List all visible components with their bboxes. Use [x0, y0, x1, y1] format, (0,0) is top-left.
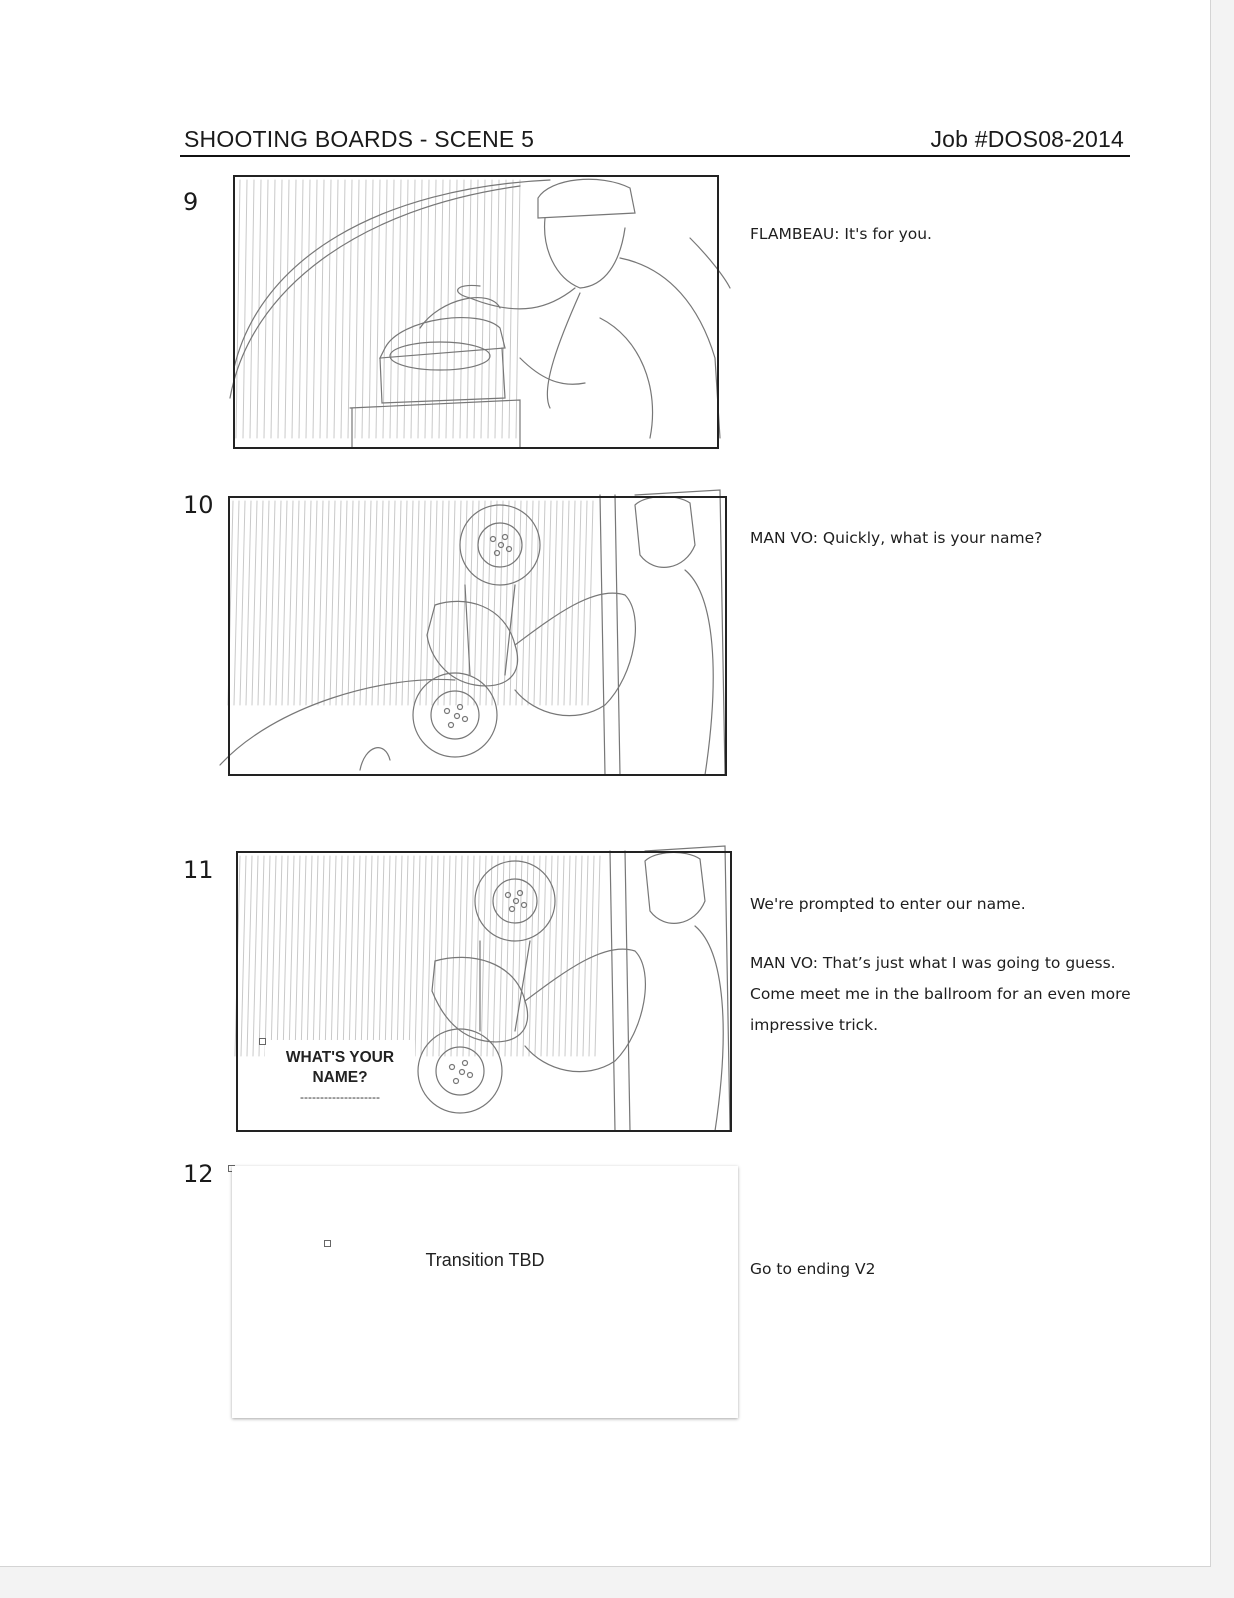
action-text: Go to ending V2 — [750, 1260, 876, 1278]
panel-number-9: 9 — [183, 188, 199, 216]
document-title: SHOOTING BOARDS - SCENE 5 — [184, 126, 535, 152]
panel-10-sketch — [215, 475, 735, 795]
panel-10-note — [750, 523, 1140, 554]
dialogue-text: Quickly, what is your name? — [822, 529, 1043, 547]
selection-handle[interactable] — [259, 1038, 266, 1045]
speaker-label: MAN VO: — [750, 954, 818, 972]
panel-number-12: 12 — [183, 1160, 214, 1188]
panel-9-note — [750, 219, 1140, 250]
selection-handle[interactable] — [324, 1240, 331, 1247]
panel-11-note — [750, 889, 1140, 1041]
panel-number-10: 10 — [183, 491, 214, 519]
panel-12-placeholder — [232, 1166, 738, 1418]
speaker-label: FLAMBEAU: — [750, 225, 840, 243]
panel-9-sketch — [220, 168, 740, 458]
panel-12-note — [750, 1254, 1140, 1285]
action-text: We're prompted to enter our name. — [750, 895, 1026, 913]
header-rule — [180, 155, 1130, 157]
transition-label: Transition TBD — [425, 1250, 545, 1270]
name-prompt-text: WHAT'S YOUR NAME? — [285, 1049, 395, 1086]
dialogue-text: That’s just what I was going to guess. Come meet me in the ballroom for an even more impressive trick. — [750, 954, 1131, 1034]
name-entry-line[interactable]: -------------------- — [300, 1090, 380, 1104]
job-number: Job #DOS08-2014 — [930, 126, 1124, 152]
speaker-label: MAN VO: — [750, 529, 818, 547]
name-prompt-overlay — [265, 1040, 415, 1116]
dialogue-text: It's for you. — [844, 225, 932, 243]
panel-number-11: 11 — [183, 856, 214, 884]
